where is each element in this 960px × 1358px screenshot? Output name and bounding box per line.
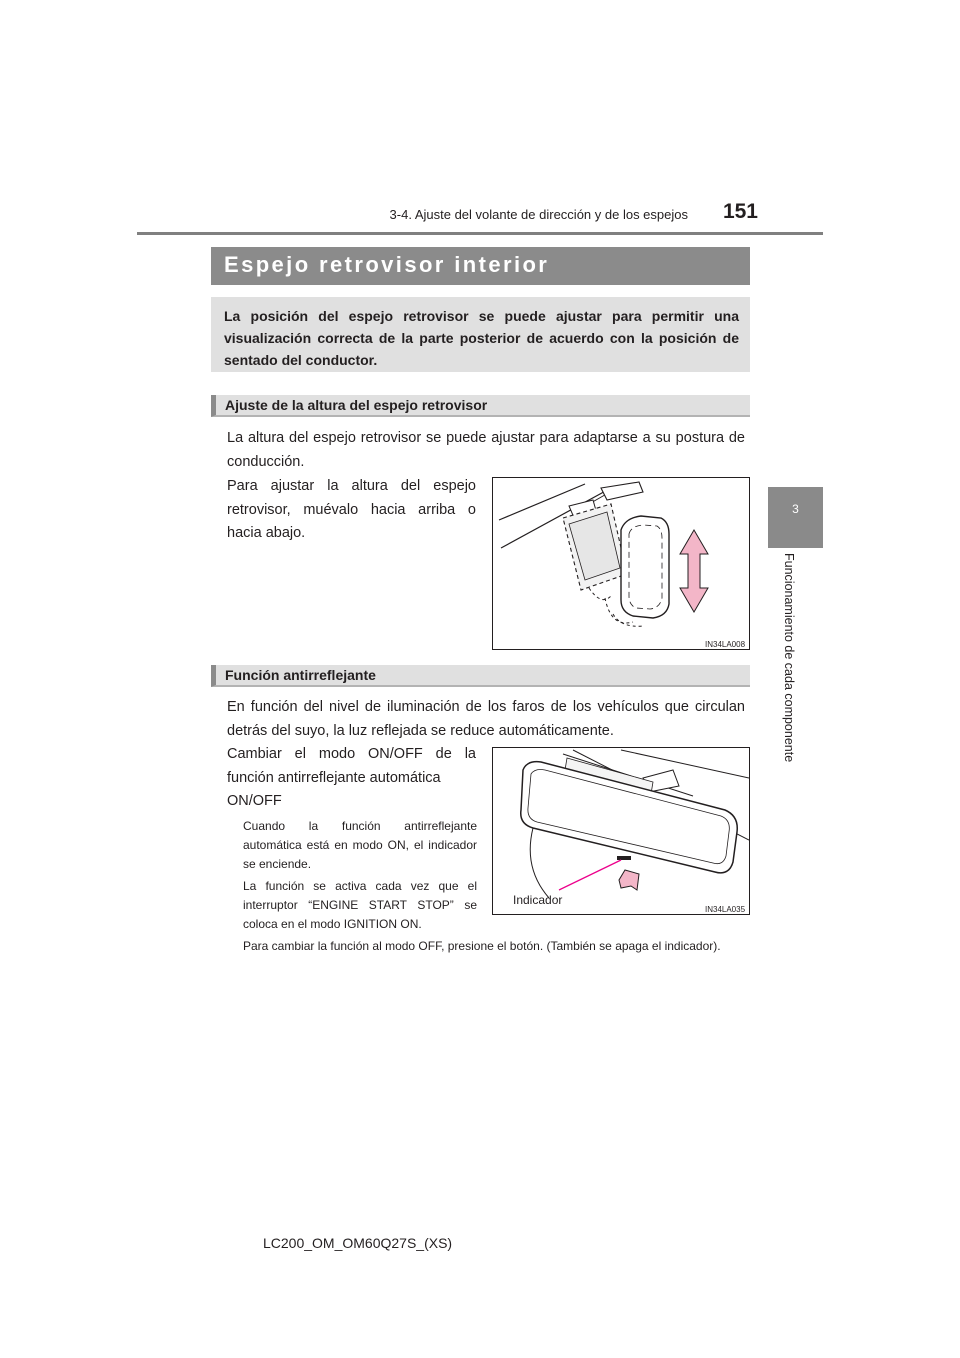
chapter-title-vertical (782, 553, 804, 773)
figure-anti-glare-mirror (492, 747, 750, 915)
indicator-callout-label: Indicador (513, 893, 563, 907)
mirror-height-illustration (493, 478, 750, 650)
section-heading-anti-glare (211, 665, 750, 687)
onoff-label: ON/OFF (227, 793, 282, 809)
note-off-mode: Para cambiar la función al modo OFF, presione el botón. (También se apaga el indicador). (243, 939, 721, 953)
footer-model-code: LC200_OM_OM60Q27S_(XS) (263, 1235, 453, 1251)
section1-instruction: Para ajustar la altura del espejo retrovisor, muévalo hacia arriba o hacia abajo. (227, 478, 476, 541)
section2-paragraph: En función del nivel de iluminación de los faros de los vehículos que circulan detrás del suyo, la luz reflejada se reduce automáticamente. (227, 699, 745, 739)
header-divider (137, 232, 823, 235)
chapter-title: Funcionamiento de cada componente (782, 553, 796, 763)
chapter-number: 3 (792, 502, 799, 516)
intro-summary: La posición del espejo retrovisor se puede ajustar para permitir una visualización correcta de la parte posterior de acuerdo con la posición de sentado del conductor. (211, 297, 750, 372)
section1-paragraph: La altura del espejo retrovisor se puede ajustar para adaptarse a su postura de conducción. (227, 430, 745, 470)
page-title: Espejo retrovisor interior (224, 252, 550, 277)
chapter-tab (768, 487, 823, 548)
note-ignition: La función se activa cada vez que el interruptor “ENGINE START STOP” se coloca en el modo IGNITION ON. (243, 879, 477, 931)
note-indicator: Cuando la función antirreflejante automática está en modo ON, el indicador se enciende. (243, 819, 477, 871)
figure-mirror-height (492, 477, 750, 650)
anti-glare-illustration (493, 748, 750, 915)
running-header-section: 3-4. Ajuste del volante de dirección y de los espejos (389, 207, 688, 222)
section2-instruction: Cambiar el modo ON/OFF de la función antirreflejante automática (227, 746, 476, 786)
section-heading-text: Función antirreflejante (225, 667, 376, 683)
figure-code: IN34LA035 (705, 905, 746, 914)
section-heading-text: Ajuste de la altura del espejo retrovisor (225, 397, 488, 413)
page-number: 151 (722, 200, 758, 223)
page-title-bar (211, 247, 750, 285)
section-heading-height-adjust (211, 395, 750, 417)
figure-code: IN34LA008 (705, 640, 746, 649)
